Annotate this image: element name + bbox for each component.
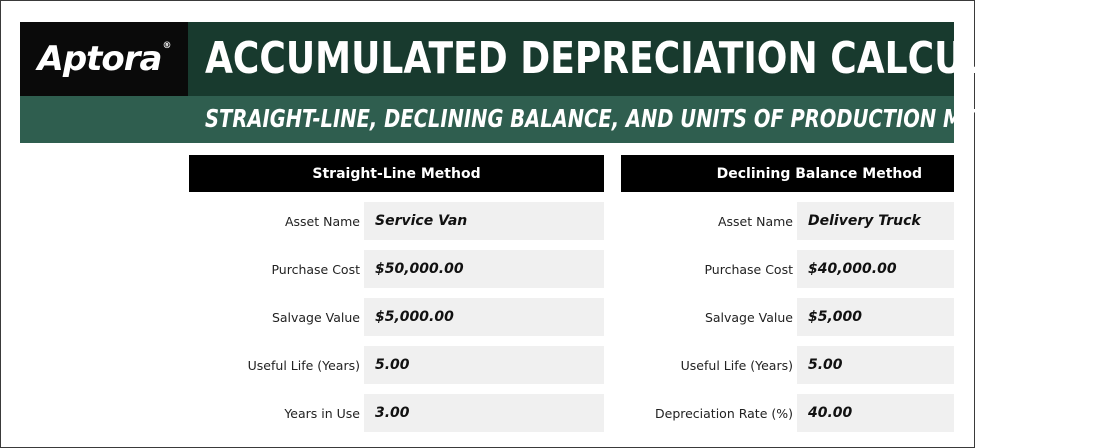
sl-label-asset-name: Asset Name <box>284 213 360 229</box>
page-title: ACCUMULATED DEPRECIATION CALCULATOR <box>205 33 1095 84</box>
logo-text: Aptora <box>37 39 162 79</box>
declining-balance-header: Declining Balance Method <box>621 155 954 192</box>
sl-label-purchase-cost: Purchase Cost <box>271 261 360 277</box>
db-label-salvage-value: Salvage Value <box>704 309 793 325</box>
sl-label-salvage-value: Salvage Value <box>271 309 360 325</box>
straight-line-header: Straight-Line Method <box>189 155 604 192</box>
page-subtitle: STRAIGHT-LINE, DECLINING BALANCE, AND UNITS OF PRODUCTION METHOD <box>205 104 1039 133</box>
registered-mark: ® <box>162 41 171 51</box>
sl-value-years-in-use[interactable]: 3.00 <box>364 394 604 432</box>
sl-value-asset-name[interactable]: Service Van <box>364 202 604 240</box>
sl-value-useful-life[interactable]: 5.00 <box>364 346 604 384</box>
db-value-asset-name[interactable]: Delivery Truck <box>797 202 954 240</box>
sl-label-useful-life: Useful Life (Years) <box>247 357 360 373</box>
db-value-purchase-cost[interactable]: $40,000.00 <box>797 250 954 288</box>
db-value-salvage-value[interactable]: $5,000 <box>797 298 954 336</box>
db-label-depreciation-rate: Depreciation Rate (%) <box>655 405 793 421</box>
logo-wordmark <box>38 39 171 79</box>
sl-value-purchase-cost[interactable]: $50,000.00 <box>364 250 604 288</box>
db-value-depreciation-rate[interactable]: 40.00 <box>797 394 954 432</box>
db-label-asset-name: Asset Name <box>717 213 793 229</box>
sl-label-years-in-use: Years in Use <box>284 405 360 421</box>
db-label-purchase-cost: Purchase Cost <box>704 261 793 277</box>
db-value-useful-life[interactable]: 5.00 <box>797 346 954 384</box>
db-label-useful-life: Useful Life (Years) <box>680 357 793 373</box>
sl-value-salvage-value[interactable]: $5,000.00 <box>364 298 604 336</box>
logo <box>20 22 188 96</box>
